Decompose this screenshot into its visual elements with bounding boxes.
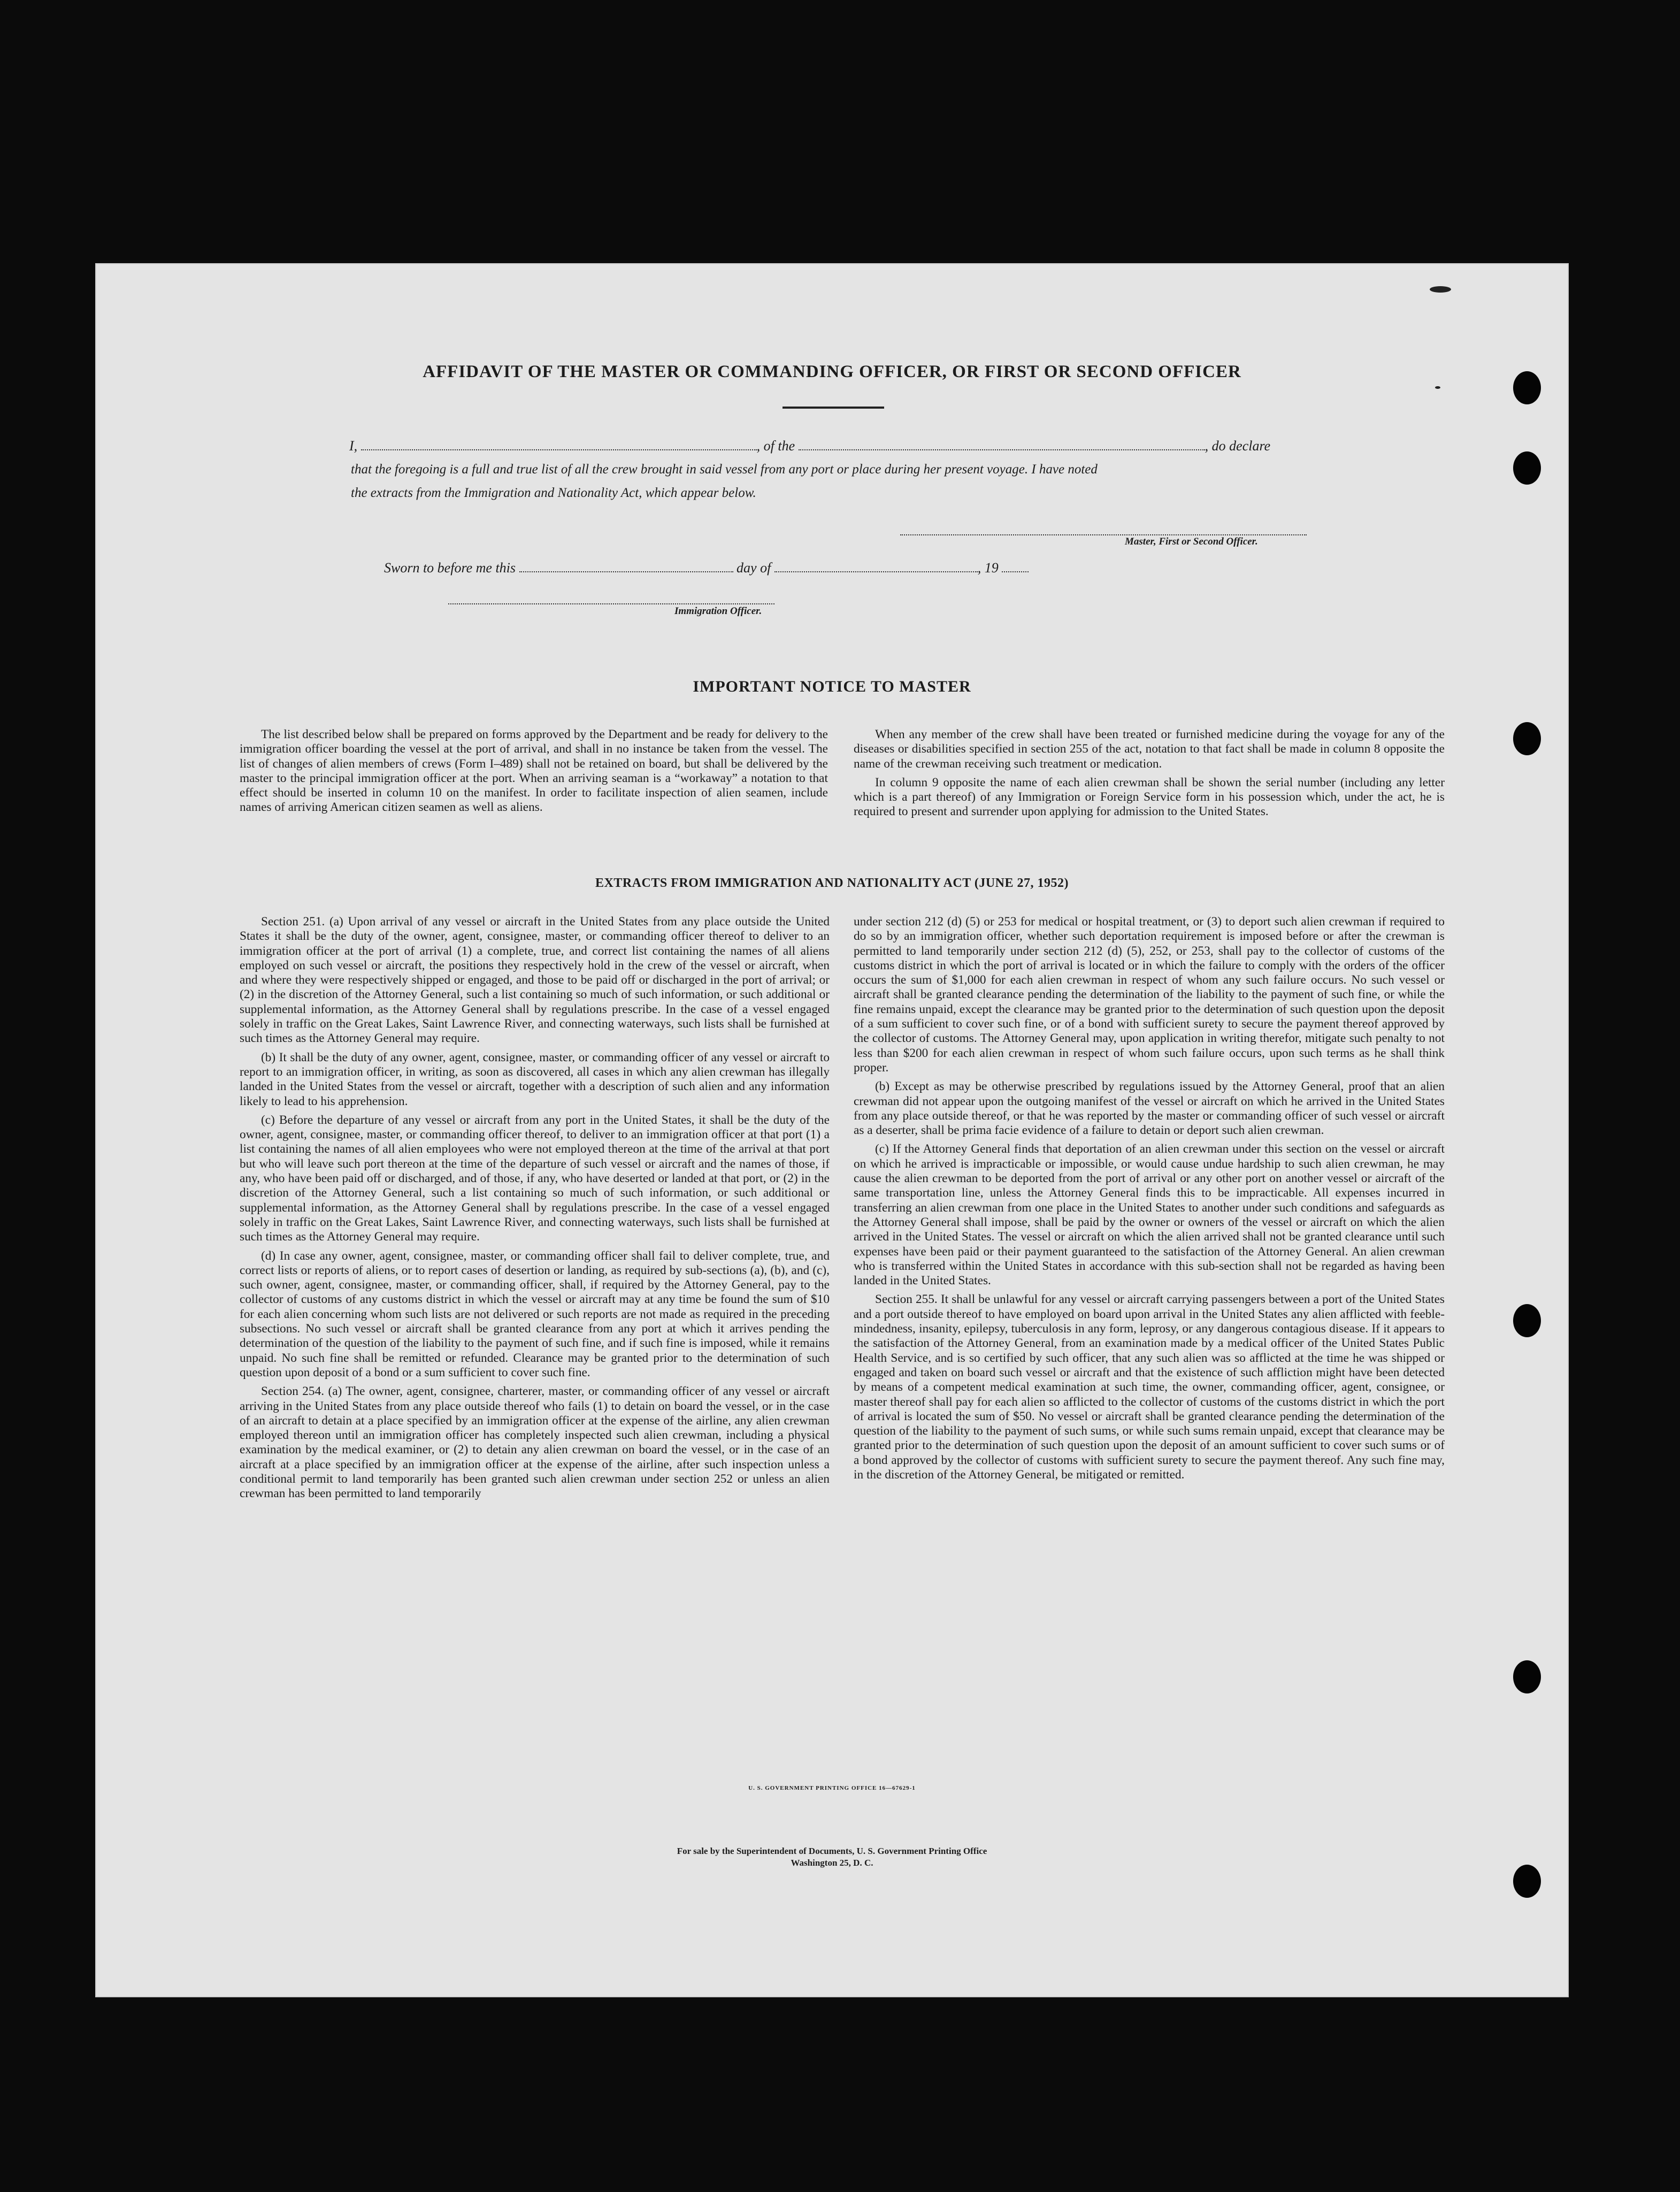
extract-paragraph: Section 254. (a) The owner, agent, consignee, charterer, master, or commanding officer of any vessel or aircraft arriving in the United States from any place outside thereof who fails (1) to detain on board the vessel, or in the case of an aircraft to detain at a place specified by an immigration officer at the expense of the airline, any alien crewman employed thereon until an immigration officer has completely inspected such alien crewman, including a physical examination by the medical examiner, or (2) to detain any alien crewman on board the vessel, or in the case of an aircraft at a place specified by an immigration officer at the expense of the airline, after such inspection unless a conditional permit to land temporarily has been granted such alien crewman under section 252 or unless an alien crewman has been permitted to land temporarily <box>240 1384 830 1501</box>
notice-title: IMPORTANT NOTICE TO MASTER <box>693 678 971 695</box>
extracts-title: EXTRACTS FROM IMMIGRATION AND NATIONALITY ACT (JUNE 27, 1952) <box>595 876 1069 890</box>
sworn-line <box>384 556 1029 580</box>
punch-hole <box>1513 1660 1541 1693</box>
extracts-right-column <box>854 915 1445 1486</box>
extract-paragraph: Section 255. It shall be unlawful for any vessel or aircraft carrying passengers between a port of the United States and a port outside thereof to have employed on board upon arrival in the United States any alien afflicted with feeble-mindedness, insanity, epilepsy, tuberculosis in any form, leprosy, or any dangerous contagious disease. If it appears to the satisfaction of the Attorney General, from an examination made by a medical officer of the United States Public Health Service, and is so certified by such officer, that any such alien was so afflicted at the time he was shipped or engaged and taken on board such vessel or aircraft and that the existence of such affliction might have been detected by means of a competent medical examination at such time, the owner, commanding officer, agent, consignee, or master thereof shall pay for each alien so afflicted to the collector of customs of the customs district in which the port of arrival is located the sum of $50. No vessel or aircraft shall be granted clearance pending the determination of the question of the liability to the payment of such sums, or while such sums remain unpaid, except that clearance may be granted prior to the determination of such question upon the deposit of an amount sufficient to cover such sums or of a bond approved by the collector of customs with sufficient surety to secure the payment thereof. Any such fine may, in the discretion of the Attorney General, be mitigated or remitted. <box>854 1292 1445 1482</box>
sale-line-1: For sale by the Superintendent of Documents, U. S. Government Printing Office <box>677 1846 987 1856</box>
punch-hole <box>1513 451 1541 485</box>
extract-paragraph: (b) Except as may be otherwise prescribed by regulations issued by the Attorney General, proof that an alien crewman did not appear upon the outgoing manifest of the vessel or aircraft on which he arrived in the United States from any place outside thereof, or that he was reported by the master or commanding officer of such vessel or aircraft as a deserter, shall be prima facie evidence of a failure to detain or deport such alien crewman. <box>854 1079 1445 1138</box>
sworn-label: Sworn to before me this <box>384 560 516 576</box>
extract-paragraph: (c) If the Attorney General finds that deportation of an alien crewman under this section on the vessel or aircraft on which he arrived is impracticable or impossible, or would cause undue hardship to such alien crewman, he may cause the alien crewman to be deported from the port of arrival or any other port on another vessel or aircraft of the same transportation line, unless the Attorney General finds this to be impracticable. All expenses incurred in transferring an alien crewman from one place in the United States to another under such conditions and safeguards as the Attorney General shall impose, shall be paid by the owner or owners of the vessel or aircraft on which the alien arrived in the United States. The vessel or aircraft on which the alien arrived shall not be granted clearance until such expenses have been paid or their payment guaranteed to the satisfaction of the Attorney General. An alien crewman who is transferred within the United States in accordance with this sub-section shall not be regarded as having been landed in the United States. <box>854 1142 1445 1288</box>
extracts-left-column <box>240 915 830 1506</box>
name-field[interactable] <box>361 437 757 450</box>
sworn-day-field[interactable] <box>519 559 733 572</box>
officer-caption: Immigration Officer. <box>674 606 762 617</box>
do-declare-label: , do declare <box>1205 438 1271 454</box>
form-page <box>95 263 1569 1997</box>
sworn-year-field[interactable] <box>1002 559 1029 572</box>
year-prefix-label: , 19 <box>977 560 999 576</box>
ink-mark <box>1435 386 1440 389</box>
declaration-line-3: the extracts from the Immigration and Nationality Act, which appear below. <box>351 486 756 500</box>
ink-mark <box>1430 286 1451 293</box>
sale-line-2: Washington 25, D. C. <box>791 1858 873 1868</box>
day-of-label: day of <box>737 560 771 576</box>
extract-paragraph: (b) It shall be the duty of any owner, agent, consignee, master, or commanding officer of any vessel or aircraft to report to an immigration officer, in writing, as soon as discovered, all cases in which any alien crewman has illegally landed in the United States from the vessel or aircraft, together with a description of such alien and any information likely to lead to his apprehension. <box>240 1050 830 1108</box>
declaration-line-1 <box>349 433 1414 459</box>
extract-paragraph: (c) Before the departure of any vessel or aircraft from any port in the United States, it shall be the duty of the owner, agent, consignee, master, or commanding officer thereof, to deliver to an immigration officer at that port (1) a list containing the names of all alien employees who were not employed thereon at the time of the arrival at that port but who will leave such port thereon at the time of the departure of such vessel or aircraft and the names of those, if any, who have been paid off or discharged, and of those, if any, who have deserted or landed at that port, or (2) in the discretion of the Attorney General, such a list containing so much of such information, or such additional or supplemental information, as the Attorney General shall by regulations prescribe. In the case of a vessel engaged solely in traffic on the Great Lakes, Saint Lawrence River, and connecting waterways, such lists shall be furnished at such times as the Attorney General may require. <box>240 1113 830 1244</box>
master-caption: Master, First or Second Officer. <box>1125 536 1258 547</box>
extract-paragraph: under section 212 (d) (5) or 253 for medical or hospital treatment, or (3) to deport such alien crewman if required to do so by an immigration officer, whether such deportation requirement is imposed before or after the crewman is permitted to land temporarily under section 212 (d) (5), 252, or 253, shall pay to the collector of customs of the customs district in which the port of arrival is located or in which the failure to comply with the orders of the officer occurs the sum of $1,000 for each alien crewman in respect of whom any such failure occurs. No such vessel or aircraft shall be granted clearance pending the determination of the liability to the payment of such fine, or while the fine remains unpaid, except the clearance may be granted prior to the determination of such question upon the deposit of a sum sufficient to cover such fine, or of a bond with sufficient surety to secure the payment thereof approved by the collector of customs. The Attorney General may, upon application in writing therefor, mitigate such penalty to not less than $200 for each alien crewman in respect of whom such failure occurs, upon such terms as he shall think proper. <box>854 915 1445 1075</box>
notice-left-paragraph: The list described below shall be prepared on forms approved by the Department and be ready for delivery to the immigration officer boarding the vessel at the port of arrival, and shall in no instance be taken from the vessel. The list of changes of alien members of crews (Form I–489) shall not be retained on board, but shall be delivered by the master to the principal immigration officer at the port. When an arriving seaman is a “workaway” a notation to that effect should be inserted in column 10 on the manifest. In order to facilitate inspection of alien seamen, include names of arriving American citizen seamen as well as aliens. <box>240 727 828 815</box>
form-title: AFFIDAVIT OF THE MASTER OR COMMANDING OFFICER, OR FIRST OR SECOND OFFICER <box>423 362 1241 381</box>
declaration-line-2: that the foregoing is a full and true list of all the crew brought in said vessel from any port or place during her present voyage. I have noted <box>351 462 1098 477</box>
punch-hole <box>1513 1304 1541 1337</box>
notice-left-column <box>240 727 828 819</box>
of-the-label: , of the <box>756 438 795 454</box>
punch-hole <box>1513 1865 1541 1898</box>
i-label: I, <box>349 438 358 454</box>
master-signature-line[interactable] <box>900 534 1307 535</box>
vessel-field[interactable] <box>799 437 1205 450</box>
notice-right-paragraph: In column 9 opposite the name of each alien crewman shall be shown the serial number (including any letter which is a part thereof) of any Immigration or Foreign Service form in his possession which, under the act, he is required to present and surrender upon applying for admission to the United States. <box>854 775 1445 819</box>
extract-paragraph: Section 251. (a) Upon arrival of any vessel or aircraft in the United States from any place outside the United States it shall be the duty of the owner, agent, consignee, master, or commanding officer thereof to deliver to an immigration officer at the port of arrival (1) a complete, true, and correct list containing the names of all aliens employed on such vessel or aircraft, the positions they respectively hold in the crew of the vessel or aircraft, when and where they were respectively shipped or engaged, and those to be paid off or discharged in the port of arrival; or (2) in the discretion of the Attorney General, such a list containing so much of such information, or such additional or supplemental information, as the Attorney General shall by regulations prescribe. In the case of a vessel engaged solely in traffic on the Great Lakes, Saint Lawrence River, and connecting waterways, such lists shall be furnished at such times as the Attorney General may require. <box>240 915 830 1046</box>
sworn-month-field[interactable] <box>774 559 978 572</box>
notice-right-column <box>854 727 1445 824</box>
printer-imprint: U. S. GOVERNMENT PRINTING OFFICE 16—67629-1 <box>748 1785 916 1791</box>
officer-signature-line[interactable] <box>448 603 774 604</box>
punch-hole <box>1513 722 1541 755</box>
notice-right-paragraph: When any member of the crew shall have been treated or furnished medicine during the voyage for any of the diseases or disabilities specified in section 255 of the act, notation to that fact shall be made in column 8 opposite the name of the crewman receiving such treatment or medication. <box>854 727 1445 771</box>
extract-paragraph: (d) In case any owner, agent, consignee, master, or commanding officer shall fail to deliver complete, true, and correct lists or reports of aliens, or to report cases of desertion or landing, as required by sub-sections (a), (b), and (c), such owner, agent, consignee, master, or commanding officer, shall, if required by the Attorney General, pay to the collector of customs of any customs district in which the vessel or aircraft may at any time be found the sum of $10 for each alien concerning whom such lists are not delivered or such reports are not made as required in the preceding subsections. No such vessel or aircraft shall be granted clearance from any port at which it arrives pending the determination of the question of the liability to the payment of such fine, and if such fine is imposed, while it remains unpaid. No such fine shall be remitted or refunded. Clearance may be granted prior to the determination of such question upon deposit of a bond or a sum sufficient to cover such fine. <box>240 1248 830 1379</box>
title-divider <box>783 407 884 409</box>
